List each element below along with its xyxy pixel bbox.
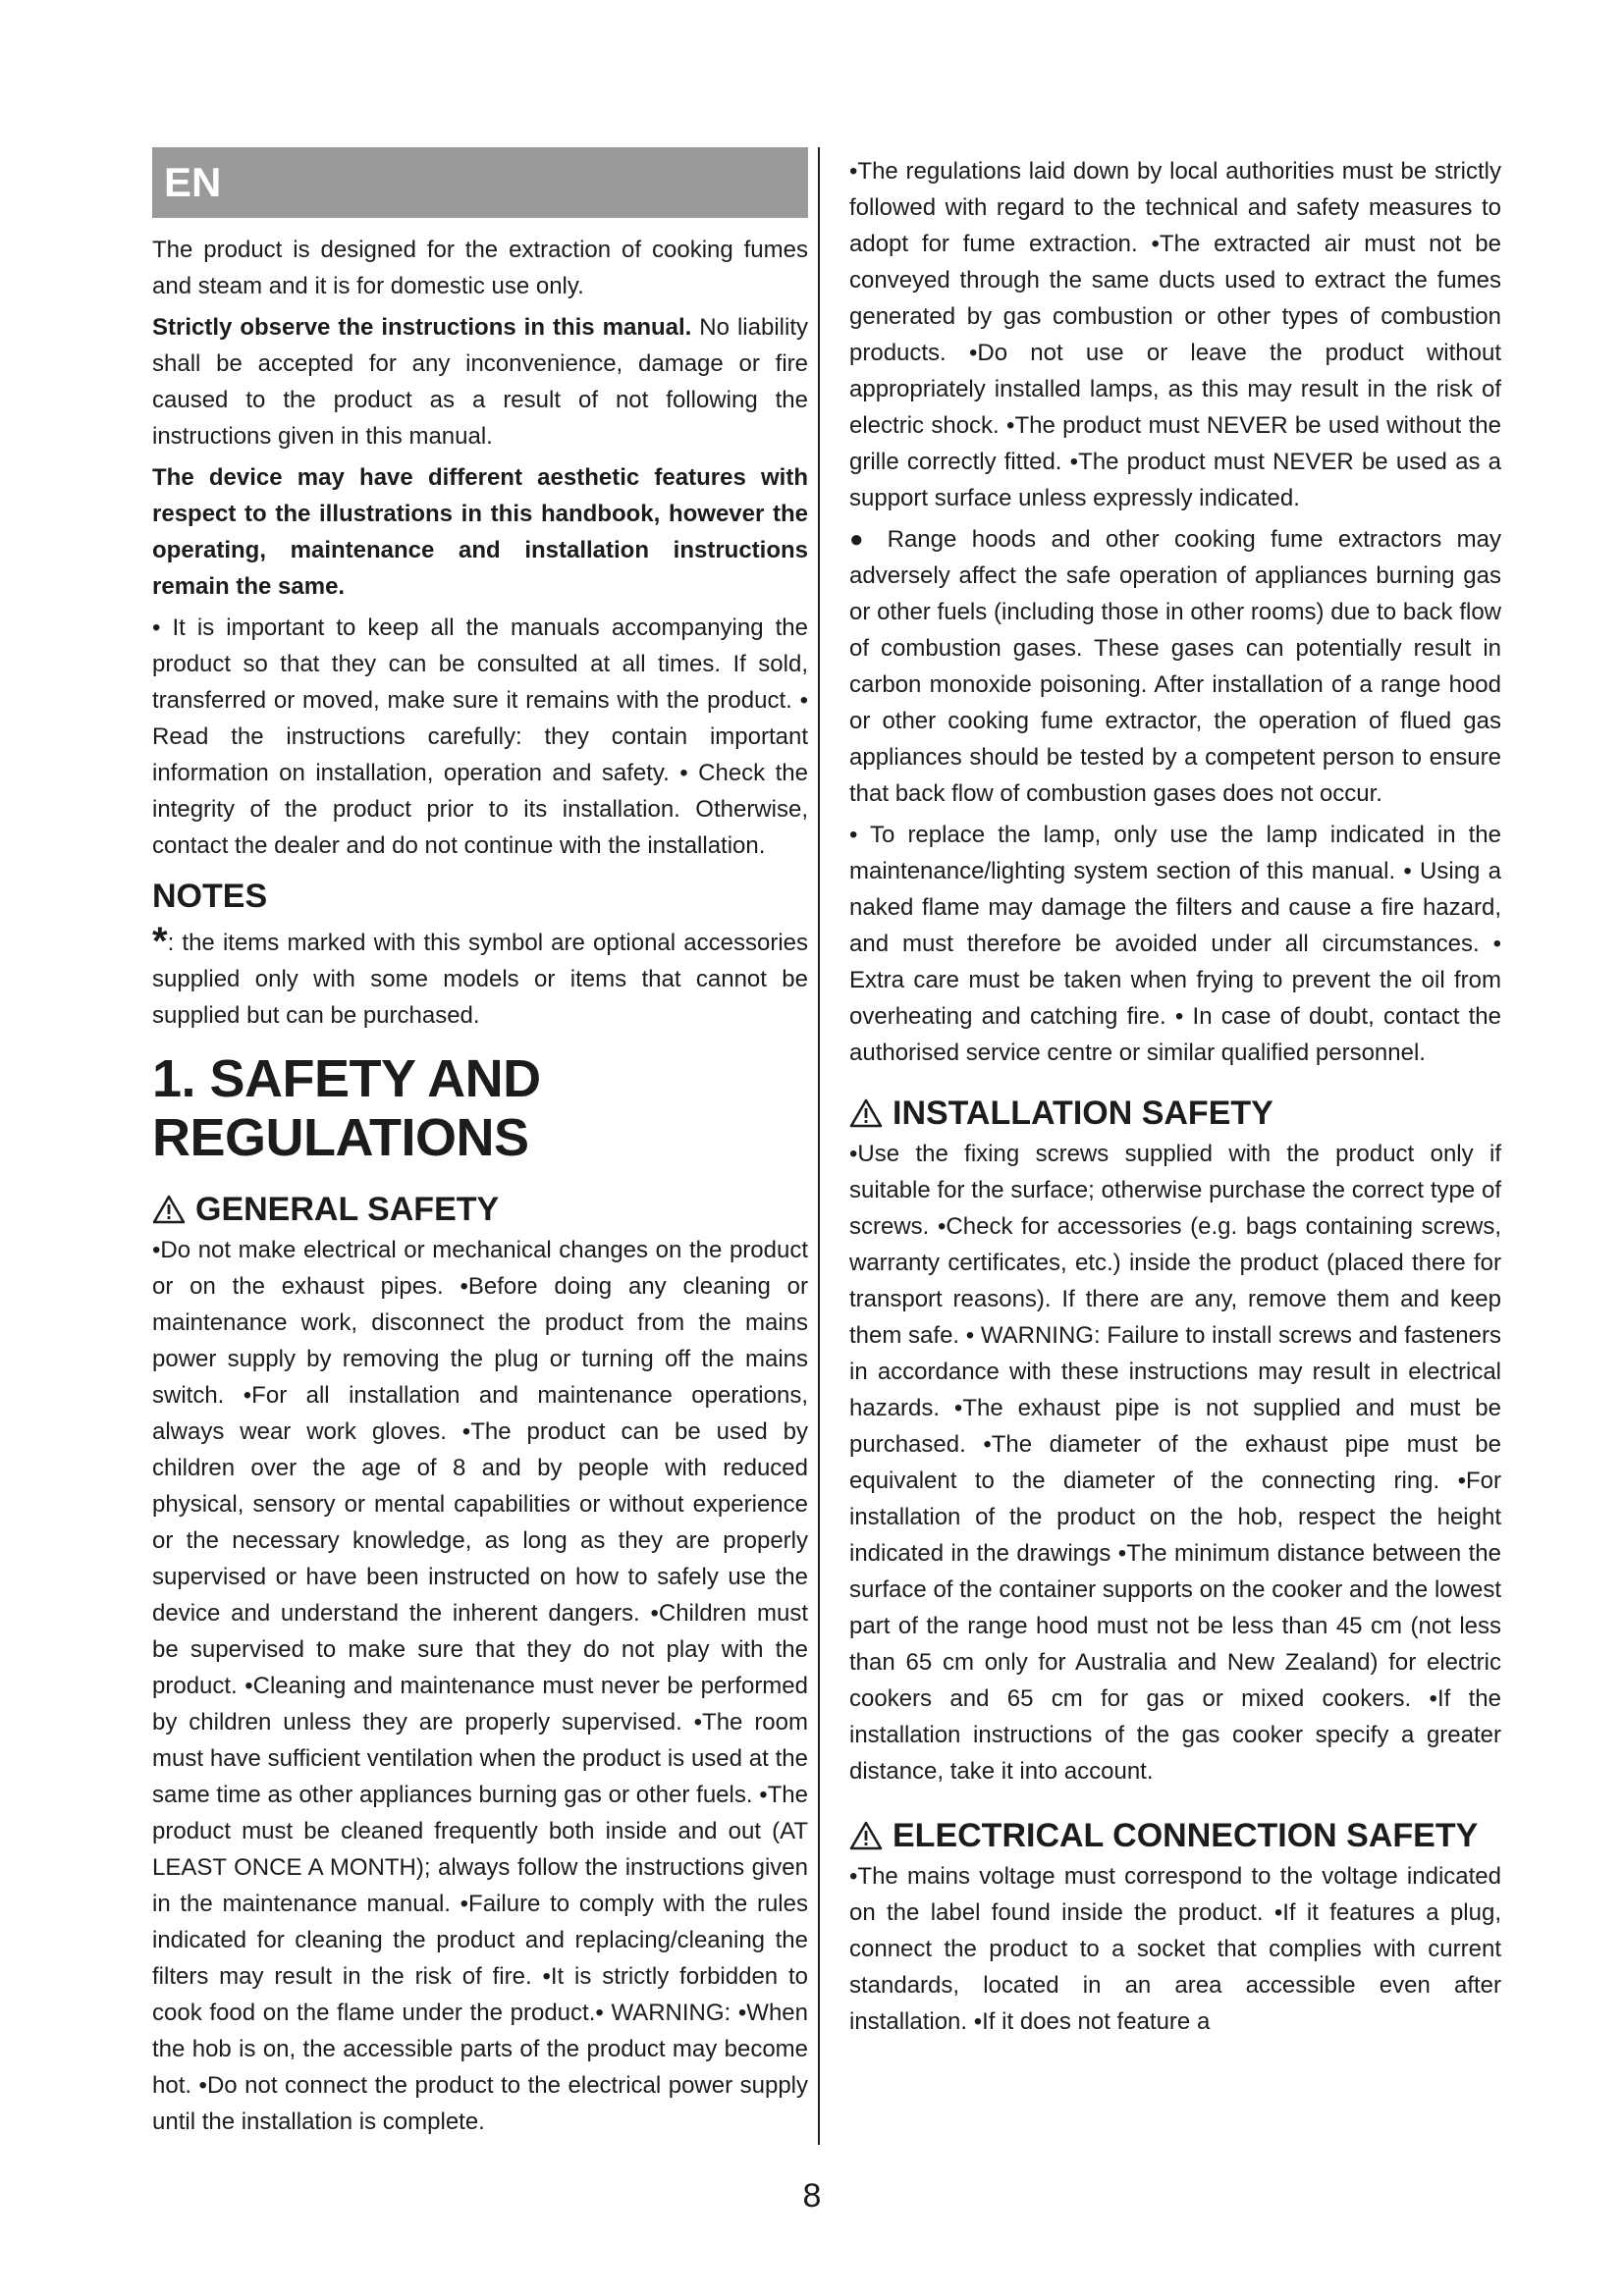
general-safety-heading: [152, 1189, 808, 1230]
intro-paragraph-2: [152, 309, 808, 454]
notes-description: : the items marked with this symbol are optional accessories supplied only with some models or items that cannot be supplied but can be purchased.: [152, 930, 808, 1029]
intro-paragraph-2-bold: Strictly observe the instructions in this manual.: [152, 314, 692, 341]
warning-icon: [849, 1098, 883, 1128]
column-divider: [818, 147, 820, 2145]
intro-paragraph-4: • It is important to keep all the manuals accompanying the product so that they can be consulted at all times. If sold, transferred or moved, make sure it remains with the product. • Read the instructions carefully: they contain important information on installation, operation and safety. • Check the integrity of the product prior to its installation. Otherwise, contact the dealer and do not continue with the installation.: [152, 614, 808, 859]
general-safety-text: •Do not make electrical or mechanical changes on the product or on the exhaust pipes. •Before doing any cleaning or maintenance work, disconnect the product from the mains power supply by removing the plug or turning off the mains switch. •For all installation and maintenance operations, always wear work gloves. •The product can be used by children over the age of 8 and by people with reduced physical, sensory or mental capabilities or without experience or the necessary knowledge, as long as they are properly supervised or have been instructed on how to safely use the device and understand the inherent dangers. •Children must be supervised to make sure that they do not play with the product. •Cleaning and maintenance must never be performed by children unless they are properly supervised. •The room must have sufficient ventilation when the product is used at the same time as other appliances burning gas or other fuels. •The product must be cleaned frequently both inside and out (AT LEAST ONCE A MONTH); always follow the instructions given in the maintenance manual. •Failure to comply with the rules indicated for cleaning the product and replacing/cleaning the filters may result in the risk of fire. •It is strictly forbidden to cook food on the flame under the product.• WARNING: •When the hob is on, the accessible parts of the product may become hot. •Do not connect the product to the electrical power supply until the installation is complete.: [152, 1237, 808, 2135]
page-number: 8: [802, 2177, 822, 2215]
intro-paragraph-3: The device may have different aesthetic features with respect to the illustrations in this handbook, however the operating, maintenance and installation instructions remain the same.: [152, 464, 808, 600]
range-hoods-paragraph: ● Range hoods and other cooking fume extractors may adversely affect the safe operation of appliances burning gas or other fuels (including those in other rooms) due to back flow of combustion gases. These gases can potentially result in carbon monoxide poisoning. After installation of a range hood or other cooking fume extractor, the operation of flued gas appliances should be tested by a competent person to ensure that back flow of combustion gases does not occur.: [849, 526, 1501, 807]
electrical-safety-text: •The mains voltage must correspond to the voltage indicated on the label found inside the product. •If it features a plug, connect the product to a socket that complies with current standards, located in an area accessible even after installation. •If it does not feature a: [849, 1863, 1501, 2035]
asterisk-icon: *: [152, 920, 168, 963]
warning-icon: [152, 1195, 186, 1224]
intro-paragraph-1: The product is designed for the extraction of cooking fumes and steam and it is for domestic use only.: [152, 237, 808, 299]
left-column: [152, 147, 808, 2145]
regulations-paragraph: •The regulations laid down by local authorities must be strictly followed with regard to the technical and safety measures to adopt for fume extraction. •The extracted air must not be conveyed through the same ducts used to extract the fumes generated by gas combustion or other types of combustion products. •Do not use or leave the product without appropriately installed lamps, as this may result in the risk of electric shock. •The product must NEVER be used without the grille correctly fitted. •The product must NEVER be used as a support surface unless expressly indicated.: [849, 158, 1501, 511]
language-label: EN: [152, 147, 808, 218]
installation-safety-heading: [849, 1093, 1501, 1134]
warning-icon: [849, 1821, 883, 1850]
lamp-paragraph: • To replace the lamp, only use the lamp indicated in the maintenance/lighting system section of this manual. • Using a naked flame may damage the filters and cause a fire hazard, and must therefore be avoided under all circumstances. • Extra care must be taken when frying to prevent the oil from overheating and catching fire. • In case of doubt, contact the authorised service centre or similar qualified personnel.: [849, 822, 1501, 1066]
general-safety-title: GENERAL SAFETY: [195, 1191, 500, 1228]
section-title: 1. SAFETY AND REGULATIONS: [152, 1049, 541, 1167]
installation-safety-text: •Use the fixing screws supplied with the product only if suitable for the surface; otherwise purchase the correct type of screws. •Check for accessories (e.g. bags containing screws, warranty certificates, etc.) inside the product (placed there for transport reasons). If there are any, remove them and keep them safe. • WARNING: Failure to install screws and fasteners in accordance with these instructions may result in electrical hazards. •The exhaust pipe is not supplied and must be purchased. •The diameter of the exhaust pipe must be equivalent to the diameter of the connecting ring. •For installation of the product on the hob, respect the height indicated in the drawings •The minimum distance between the surface of the container supports on the cooker and the lowest part of the range hood must not be less than 45 cm (not less than 65 cm only for Australia and New Zealand) for electric cookers and 65 cm for gas or mixed cookers. •If the installation instructions of the gas cooker specify a greater distance, take it into account.: [849, 1141, 1501, 1785]
electrical-safety-heading: [849, 1815, 1501, 1856]
installation-safety-title: INSTALLATION SAFETY: [893, 1095, 1273, 1132]
intro-paragraph-2-rest: No liability shall be accepted for any inconvenience, damage or fire caused to the product as a result of not following the instructions given in this manual.: [152, 314, 808, 450]
notes-heading: NOTES: [152, 878, 268, 915]
electrical-safety-title: ELECTRICAL CONNECTION SAFETY: [893, 1817, 1479, 1854]
notes-text: [152, 920, 808, 1034]
right-column: [849, 153, 1501, 2045]
